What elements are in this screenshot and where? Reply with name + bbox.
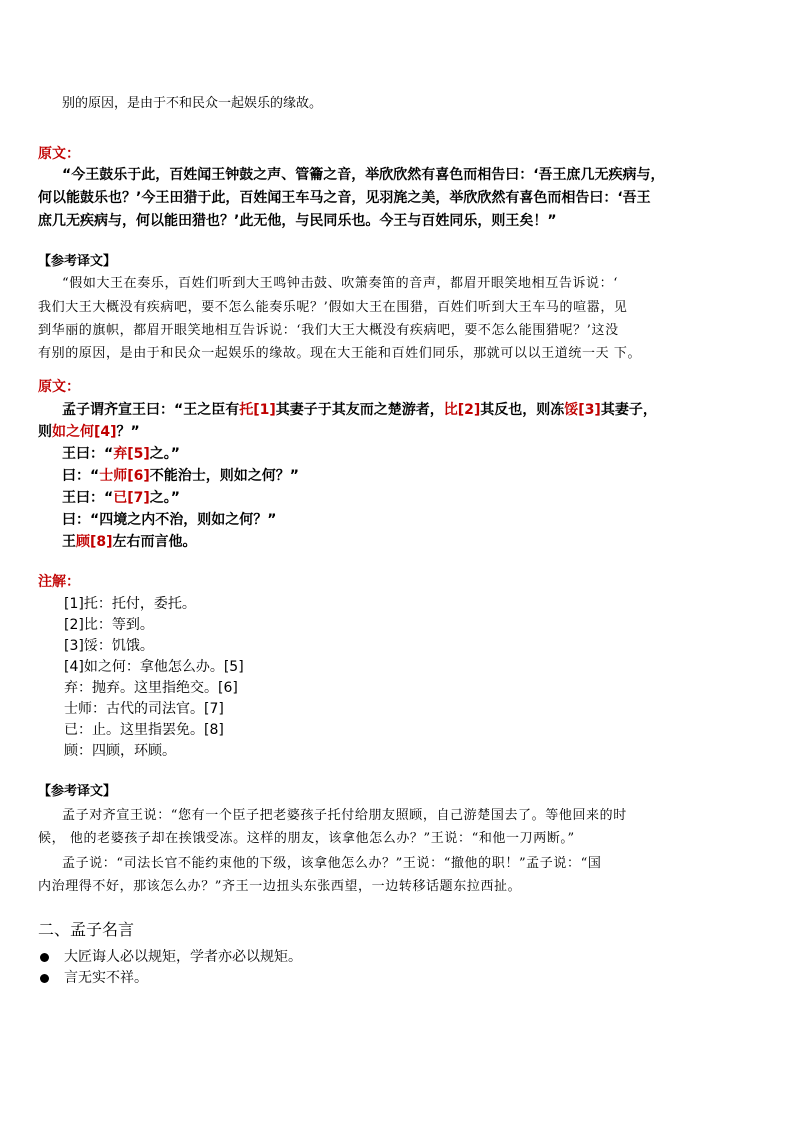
original-text-line-2 [38, 421, 140, 441]
translation-label: 【参考译文】 [38, 254, 117, 269]
text-segment: 孟子谓齐宣王曰：“王之臣有 [62, 402, 240, 418]
annotated-term: 顾[8] [76, 534, 113, 550]
annotated-term: 士师[6] [99, 468, 150, 484]
annotated-term: 已[7] [113, 490, 150, 506]
annotated-term: 如之何[4] [52, 424, 117, 440]
translation-line: 我们大王大概没有疾病吧，要不怎么能奏乐呢？’假如大王在围猎，百姓们听到大王车马的喧嚣，见 [38, 300, 628, 315]
text-segment: 则 [38, 424, 52, 440]
translation-line: 内治理得不好，那该怎么办？”齐王一边扭头东张西望，一边转移话题东拉西扯。 [38, 879, 522, 894]
original-text-line-5 [62, 487, 180, 507]
quote-item: 大匠诲人必以规矩，学者亦必以规矩。 [64, 949, 302, 965]
translation-line: 孟子说：“司法长官不能约束他的下级，该拿他怎么办？”王说：“撤他的职！”孟子说：“国 [62, 856, 602, 871]
original-text-label: 原文： [38, 146, 80, 162]
note-item: 顾：四顾，环顾。 [64, 743, 176, 759]
original-text-line-1 [62, 399, 657, 419]
original-text-line: 庶几无疾病与，何以能田猎也？’此无他，与民同乐也。今王与百姓同乐，则王矣！” [38, 213, 557, 229]
continuation-line: 别的原因，是由于不和民众一起娱乐的缘故。 [62, 96, 323, 111]
translation-line: 到华丽的旗帜，都眉开眼笑地相互告诉说：‘我们大王大概没有疾病吧，要不怎么能围猎呢？’这没 [38, 323, 619, 338]
text-segment: 之。” [149, 446, 180, 462]
annotated-term: 弃[5] [113, 446, 150, 462]
annotated-term: 馁[3] [564, 402, 601, 418]
notes-label: 注解： [38, 574, 80, 590]
text-segment: 王 [62, 534, 76, 550]
original-text-line: 何以能鼓乐也？’今王田猎于此，百姓闻王车马之音，见羽旄之美，举欣欣然有喜色而相告曰：‘吾王 [38, 190, 651, 206]
note-item: [3]馁：饥饿。 [64, 638, 154, 654]
note-item: [2]比：等到。 [64, 617, 154, 633]
translation-line: 有别的原因，是由于和民众一起娱乐的缘故。现在大王能和百姓们同乐，那就可以以王道统一天 下。 [38, 346, 642, 361]
note-item: [1]托：托付，委托。 [64, 596, 196, 612]
text-segment: 左右而言他。 [112, 534, 197, 550]
original-text-label: 原文： [38, 379, 80, 395]
bullet-icon [40, 953, 49, 962]
text-segment: 王曰：“ [62, 490, 114, 506]
text-segment: 其妻子， [600, 402, 657, 418]
translation-line: “假如大王在奏乐，百姓们听到大王鸣钟击鼓、吹箫奏笛的音声，都眉开眼笑地相互告诉说：‘ [62, 276, 618, 291]
translation-line: 孟子对齐宣王说：“您有一个臣子把老婆孩子托付给朋友照顾，自己游楚国去了。等他回来的时 [62, 808, 627, 823]
original-text-line-3 [62, 443, 180, 463]
original-text-line-7 [62, 531, 197, 551]
text-segment: 其妻子于其友而之楚游者， [275, 402, 444, 418]
translation-label: 【参考译文】 [38, 784, 117, 799]
original-text-line: “今王鼓乐于此，百姓闻王钟鼓之声、管籥之音，举欣欣然有喜色而相告曰：‘吾王庶几无疾病与， [62, 167, 665, 183]
text-segment: 其反也，则冻 [480, 402, 565, 418]
text-segment: ？” [116, 424, 140, 440]
text-segment: 之。” [149, 490, 180, 506]
section-heading: 二、孟子名言 [38, 920, 135, 939]
note-item: 弃：抛弃。这里指绝交。[6] [64, 680, 238, 696]
annotated-term: 比[2] [443, 402, 481, 418]
text-segment: 不能治士，则如之何？” [149, 468, 299, 484]
text-segment: 王曰：“ [62, 446, 114, 462]
translation-line: 候， 他的老婆孩子却在挨饿受冻。这样的朋友，该拿他怎么办？”王说：“和他一刀两断。” [38, 831, 575, 846]
bullet-icon [40, 974, 49, 983]
quote-item: 言无实不祥。 [64, 970, 148, 986]
note-item: 已：止。这里指罢免。[8] [64, 722, 224, 738]
text-segment: 曰：“ [62, 468, 100, 484]
original-text-line-4 [62, 465, 299, 485]
note-item: 士师：古代的司法官。[7] [64, 701, 224, 717]
note-item: [4]如之何：拿他怎么办。[5] [64, 659, 244, 675]
original-text-line-6: 曰：“四境之内不治，则如之何？” [62, 512, 277, 528]
annotated-term: 托[1] [239, 402, 276, 418]
